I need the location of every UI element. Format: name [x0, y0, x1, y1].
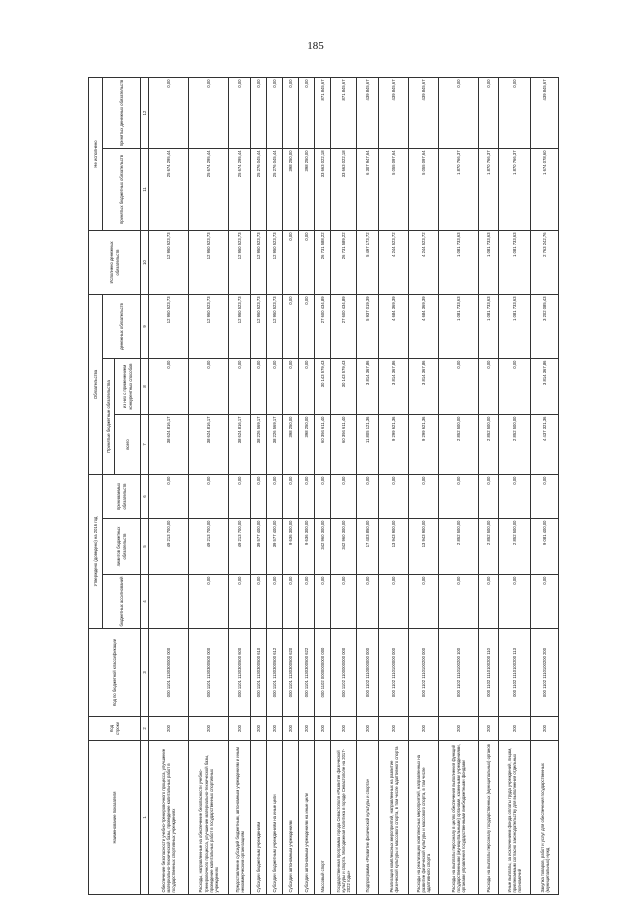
column-number: 8 — [141, 358, 149, 414]
row-limits: 9 081 400,00 — [531, 519, 559, 575]
row-total: 9 299 621,36 — [379, 414, 409, 474]
row-executed: 0,00 — [283, 230, 299, 294]
row-limits: 49 213 700,00 — [229, 519, 251, 575]
row-executed: 4 244 523,72 — [409, 230, 439, 294]
row-code: 200 — [531, 717, 559, 741]
row-unexecuted-budget: 6 307 947,64 — [357, 148, 379, 230]
row-executed: 26 731 588,22 — [315, 230, 331, 294]
row-executed: 0,00 — [299, 230, 315, 294]
row-unexecuted-money: 0,00 — [267, 77, 283, 148]
header-unexecuted-budget: принятых бюджетных обязательств — [103, 148, 141, 230]
header-monetary: денежных обязательств — [103, 294, 141, 358]
page-number: 185 — [307, 40, 324, 52]
row-unexecuted-money: 439 845,67 — [379, 77, 409, 148]
row-classification: 000 1101 1130300500 620 — [283, 629, 299, 717]
row-classification: 000 1102 1110100200 000 — [409, 629, 439, 717]
row-accepted: 0,00 — [499, 474, 531, 518]
row-limits: 39 577 400,00 — [267, 519, 283, 575]
rotated-report-frame — [88, 78, 578, 895]
column-number: 7 — [141, 414, 149, 474]
row-total: 9 299 621,36 — [409, 414, 439, 474]
row-competitive: 0,00 — [251, 358, 267, 414]
row-name: Закупка товаров, работ и услуг для обеспечения государственных (муниципальных) нужд — [531, 741, 559, 895]
row-code: 200 — [357, 717, 379, 741]
row-code: 200 — [149, 717, 189, 741]
row-accepted: 0,00 — [379, 474, 409, 518]
row-unexecuted-money: 439 845,67 — [357, 77, 379, 148]
row-classification: 000 1101 1130300000 000 — [149, 629, 189, 717]
row-executed: 26 731 589,22 — [331, 230, 357, 294]
header-limits: лимитов бюджетных обязательств — [103, 519, 141, 575]
row-limits: 342 960 300,00 — [331, 519, 357, 575]
row-allocations: 0,00 — [479, 575, 499, 629]
row-competitive: 3 814 367,86 — [379, 358, 409, 414]
row-unexecuted-money: 0,00 — [251, 77, 267, 148]
row-allocations: 0,00 — [439, 575, 479, 629]
row-name: Расходы на выплаты персоналу в целях обеспечения выполнения функций государственными (муниципальными) органами, казенными учреждениями, органами управления государственными внебюджетными фондами — [439, 741, 479, 895]
row-total: 2 852 500,00 — [479, 414, 499, 474]
row-unexecuted-budget: 1 674 078,60 — [531, 148, 559, 230]
row-competitive: 0,00 — [149, 358, 189, 414]
row-name: Массовый спорт — [315, 741, 331, 895]
header-accepted: принимаемых обязательств — [103, 474, 141, 518]
row-allocations: 0,00 — [189, 575, 229, 629]
row-allocations: 0,00 — [499, 575, 531, 629]
row-name: Расходы, направленные на обеспечение безопасности учебно-тренировочного процесса, улучшение материально-технической базы, проведение капитальных работ в государственных спортивных учреждениях — [189, 741, 229, 895]
header-obligations-group: Обязательства — [89, 294, 103, 474]
row-monetary: 3 202 085,43 — [531, 294, 559, 358]
row-name: Государственная программа города Севастополя «Развитие физической культуры и спорта. Молодежная политика в городе Севастополе на 2017-2022 годы» — [331, 741, 357, 895]
row-executed: 12 950 523,73 — [229, 230, 251, 294]
row-unexecuted-budget: 5 055 097,64 — [409, 148, 439, 230]
row-classification: 000 1102 1100000000 000 — [331, 629, 357, 717]
row-accepted: 0,00 — [531, 474, 559, 518]
row-allocations: 0,00 — [267, 575, 283, 629]
row-code: 200 — [379, 717, 409, 741]
budget-report-table — [88, 77, 559, 895]
row-unexecuted-money: 0,00 — [189, 77, 229, 148]
row-competitive: 30 143 579,43 — [315, 358, 331, 414]
row-limits: 9 636 300,00 — [283, 519, 299, 575]
row-name: Субсидии бюджетным учреждениям — [251, 741, 267, 895]
row-unexecuted-money: 0,00 — [479, 77, 499, 148]
column-number: 5 — [141, 519, 149, 575]
row-name: Реализация комплексных мероприятий, направленных на развитие физической культуры и массового спорта, в том числе адаптивного спорта — [379, 741, 409, 895]
row-allocations: 0,00 — [251, 575, 267, 629]
row-unexecuted-budget: 25 674 295,44 — [189, 148, 229, 230]
row-name: Субсидии бюджетным учреждениям на иные цели — [267, 741, 283, 895]
row-name: Иные выплаты, за исключением фонда оплаты труда учреждений, лицам, привлекаемым согласно законодательству для выполнения отдельных полномочий — [499, 741, 531, 895]
row-monetary: 1 081 733,63 — [499, 294, 531, 358]
row-executed: 1 081 733,63 — [499, 230, 531, 294]
row-monetary: 1 081 733,63 — [439, 294, 479, 358]
row-unexecuted-budget: 1 870 766,37 — [499, 148, 531, 230]
row-total: 38 226 569,17 — [267, 414, 283, 474]
row-classification: 000 1102 1110000000 000 — [357, 629, 379, 717]
table-row — [409, 77, 439, 894]
row-classification: 000 1102 1110100200 113 — [499, 629, 531, 717]
row-limits: 49 213 700,00 — [149, 519, 189, 575]
row-classification: 000 1102 1110100200 110 — [479, 629, 499, 717]
row-allocations: 0,00 — [315, 575, 331, 629]
row-total: 398 250,00 — [299, 414, 315, 474]
row-competitive: 0,00 — [439, 358, 479, 414]
row-classification: 000 1102 1110100200 200 — [531, 629, 559, 717]
table-row — [479, 77, 499, 894]
row-total: 60 394 611,40 — [315, 414, 331, 474]
row-limits: 49 213 700,00 — [189, 519, 229, 575]
row-allocations — [149, 575, 189, 629]
header-allocations: бюджетных ассигнований — [103, 575, 141, 629]
row-allocations: 0,00 — [229, 575, 251, 629]
row-code: 200 — [479, 717, 499, 741]
row-unexecuted-budget: 398 250,00 — [299, 148, 315, 230]
row-monetary: 5 937 019,39 — [357, 294, 379, 358]
header-accepted-budget-group: Принятые бюджетные обязательства — [103, 358, 115, 474]
row-competitive: 3 814 367,86 — [409, 358, 439, 414]
row-executed: 12 950 523,73 — [149, 230, 189, 294]
row-accepted: 0,00 — [189, 474, 229, 518]
row-code: 200 — [267, 717, 283, 741]
row-classification: 000 1101 1130300500 000 — [189, 629, 229, 717]
row-unexecuted-budget: 33 663 022,18 — [331, 148, 357, 230]
row-limits: 17 403 850,00 — [357, 519, 379, 575]
row-code: 200 — [499, 717, 531, 741]
row-total: 11 805 121,36 — [357, 414, 379, 474]
column-number: 1 — [141, 741, 149, 895]
table-row — [189, 77, 229, 894]
table-row — [439, 77, 479, 894]
table-row — [315, 77, 331, 894]
row-classification: 000 1102 0000000000 000 — [315, 629, 331, 717]
row-monetary: 27 600 434,89 — [315, 294, 331, 358]
table-row — [299, 77, 315, 894]
row-monetary: 0,00 — [283, 294, 299, 358]
row-code: 200 — [315, 717, 331, 741]
row-executed: 12 950 523,73 — [267, 230, 283, 294]
row-limits: 13 943 900,00 — [379, 519, 409, 575]
row-limits: 13 943 900,00 — [409, 519, 439, 575]
table-row — [283, 77, 299, 894]
row-unexecuted-budget: 1 870 766,37 — [439, 148, 479, 230]
row-unexecuted-budget: 25 276 045,44 — [251, 148, 267, 230]
table-row — [331, 77, 357, 894]
row-unexecuted-budget: 5 055 097,64 — [379, 148, 409, 230]
row-accepted: 0,00 — [229, 474, 251, 518]
row-limits: 9 636 300,00 — [299, 519, 315, 575]
row-monetary: 12 950 523,73 — [229, 294, 251, 358]
row-unexecuted-budget: 33 663 022,18 — [315, 148, 331, 230]
row-accepted: 0,00 — [439, 474, 479, 518]
column-number: 9 — [141, 294, 149, 358]
table-row — [357, 77, 379, 894]
row-limits: 2 852 500,00 — [499, 519, 531, 575]
table-header — [89, 77, 149, 894]
row-code: 200 — [409, 717, 439, 741]
row-classification: 000 1101 1130300500 610 — [251, 629, 267, 717]
row-competitive: 3 814 367,86 — [531, 358, 559, 414]
row-name: Расходы на реализацию комплексных мероприятий, направленных на развитие физической культуры и массового спорта, в том числе адаптивного спорта — [409, 741, 439, 895]
row-code: 200 — [229, 717, 251, 741]
row-executed: 12 950 523,73 — [189, 230, 229, 294]
row-limits: 2 852 500,00 — [479, 519, 499, 575]
row-monetary: 12 950 523,73 — [251, 294, 267, 358]
row-limits: 342 960 300,00 — [315, 519, 331, 575]
row-name: Расходы на выплаты персоналу государственных (муниципальных) органов — [479, 741, 499, 895]
row-competitive: 0,00 — [267, 358, 283, 414]
row-classification: 000 1101 1130300500 622 — [299, 629, 315, 717]
row-monetary: 27 600 434,89 — [331, 294, 357, 358]
row-total: 38 624 816,17 — [189, 414, 229, 474]
row-accepted: 0,00 — [331, 474, 357, 518]
row-monetary: 12 950 523,73 — [267, 294, 283, 358]
header-code: Код строки — [89, 717, 141, 741]
row-total: 38 226 569,17 — [251, 414, 267, 474]
row-executed: 5 497 173,72 — [357, 230, 379, 294]
column-number: 2 — [141, 717, 149, 741]
row-executed: 12 950 523,73 — [251, 230, 267, 294]
table-row — [229, 77, 251, 894]
row-monetary: 12 950 523,73 — [189, 294, 229, 358]
row-name: Субсидии автономным учреждениям на иные цели — [299, 741, 315, 895]
header-total: всего — [115, 414, 141, 474]
row-total: 38 624 816,17 — [229, 414, 251, 474]
row-competitive: 0,00 — [229, 358, 251, 414]
row-unexecuted-money: 0,00 — [439, 77, 479, 148]
row-unexecuted-money: 439 845,67 — [531, 77, 559, 148]
row-competitive: 0,00 — [283, 358, 299, 414]
row-unexecuted-money: 871 845,67 — [331, 77, 357, 148]
column-number: 11 — [141, 148, 149, 230]
row-allocations: 0,00 — [357, 575, 379, 629]
row-accepted: 0,00 — [283, 474, 299, 518]
row-competitive: 0,00 — [499, 358, 531, 414]
row-code: 200 — [251, 717, 267, 741]
row-accepted: 0,00 — [357, 474, 379, 518]
row-accepted: 0,00 — [315, 474, 331, 518]
row-code: 200 — [283, 717, 299, 741]
row-accepted: 0,00 — [267, 474, 283, 518]
row-limits: 39 577 400,00 — [251, 519, 267, 575]
header-unexecuted-money: принятых денежных обязательств — [103, 77, 141, 148]
row-allocations: 0,00 — [283, 575, 299, 629]
row-allocations: 0,00 — [331, 575, 357, 629]
table-row — [499, 77, 531, 894]
column-number: 12 — [141, 77, 149, 148]
column-number: 6 — [141, 474, 149, 518]
row-executed: 2 763 242,76 — [531, 230, 559, 294]
row-code: 200 — [439, 717, 479, 741]
row-accepted: 0,00 — [299, 474, 315, 518]
row-executed: 1 081 733,63 — [479, 230, 499, 294]
row-allocations: 0,00 — [299, 575, 315, 629]
row-total: 398 250,00 — [283, 414, 299, 474]
row-unexecuted-budget: 398 250,00 — [283, 148, 299, 230]
row-accepted: 0,00 — [409, 474, 439, 518]
header-name: Наименование показателя — [89, 741, 141, 895]
row-classification: 000 1101 1130300500 612 — [267, 629, 283, 717]
row-total: 60 394 611,40 — [331, 414, 357, 474]
row-code: 200 — [331, 717, 357, 741]
table-body — [149, 77, 559, 894]
header-unexecuted-group: Не исполнено — [89, 77, 103, 230]
row-name: Обеспечение безопасности учебно-тренировочного процесса, улучшение материально-технической базы, проведение капитальных работ в государственных спортивных учреждениях — [149, 741, 189, 895]
header-approved-group: Утверждено (доведено) на 2016 год — [89, 474, 103, 628]
table-row — [149, 77, 189, 894]
row-name: Субсидии автономным учреждениям — [283, 741, 299, 895]
row-unexecuted-money: 0,00 — [299, 77, 315, 148]
row-total: 4 437 321,36 — [531, 414, 559, 474]
row-unexecuted-budget: 25 674 295,44 — [149, 148, 189, 230]
table-row — [531, 77, 559, 894]
row-unexecuted-money: 0,00 — [149, 77, 189, 148]
row-unexecuted-money: 0,00 — [499, 77, 531, 148]
row-total: 2 852 500,00 — [499, 414, 531, 474]
row-allocations: 0,00 — [409, 575, 439, 629]
row-competitive: 3 814 367,86 — [357, 358, 379, 414]
row-unexecuted-budget: 25 276 045,44 — [267, 148, 283, 230]
row-accepted: 0,00 — [479, 474, 499, 518]
header-competitive: из них с применением конкурентных способов — [115, 358, 141, 414]
row-code: 200 — [189, 717, 229, 741]
column-number-row — [141, 77, 149, 894]
row-competitive: 0,00 — [299, 358, 315, 414]
row-code: 200 — [299, 717, 315, 741]
row-allocations: 0,00 — [379, 575, 409, 629]
row-unexecuted-money: 871 845,67 — [315, 77, 331, 148]
row-monetary: 0,00 — [299, 294, 315, 358]
row-classification: 000 1102 1110100200 100 — [439, 629, 479, 717]
row-allocations: 0,00 — [531, 575, 559, 629]
row-competitive: 0,00 — [189, 358, 229, 414]
row-classification: 000 1101 1130300500 600 — [229, 629, 251, 717]
row-competitive: 30 143 579,43 — [331, 358, 357, 414]
row-competitive: 0,00 — [479, 358, 499, 414]
header-classification: Код по бюджетной классификации — [89, 629, 141, 717]
header-executed: Исполнено денежных обязательств — [89, 230, 141, 294]
row-executed: 4 244 523,72 — [379, 230, 409, 294]
row-monetary: 4 684 369,39 — [379, 294, 409, 358]
row-accepted: 0,00 — [251, 474, 267, 518]
row-monetary: 4 684 369,39 — [409, 294, 439, 358]
column-number: 4 — [141, 575, 149, 629]
row-total: 38 624 816,17 — [149, 414, 189, 474]
row-total: 2 852 500,00 — [439, 414, 479, 474]
row-executed: 1 081 733,63 — [439, 230, 479, 294]
row-accepted: 0,00 — [149, 474, 189, 518]
row-monetary: 12 950 523,73 — [149, 294, 189, 358]
row-name: Предоставление субсидий бюджетным, автономным учреждениям и иным некоммерческим организациям — [229, 741, 251, 895]
row-unexecuted-money: 0,00 — [229, 77, 251, 148]
table-row — [251, 77, 267, 894]
column-number: 10 — [141, 230, 149, 294]
row-monetary: 1 081 733,63 — [479, 294, 499, 358]
row-unexecuted-money: 0,00 — [283, 77, 299, 148]
column-number: 3 — [141, 629, 149, 717]
row-name: Подпрограмма «Развитие физической культуры и спорта» — [357, 741, 379, 895]
table-row — [379, 77, 409, 894]
table-row — [267, 77, 283, 894]
row-unexecuted-money: 439 845,67 — [409, 77, 439, 148]
row-classification: 000 1102 1110100000 000 — [379, 629, 409, 717]
row-unexecuted-budget: 25 674 295,44 — [229, 148, 251, 230]
row-limits: 2 852 500,00 — [439, 519, 479, 575]
row-unexecuted-budget: 1 870 766,37 — [479, 148, 499, 230]
